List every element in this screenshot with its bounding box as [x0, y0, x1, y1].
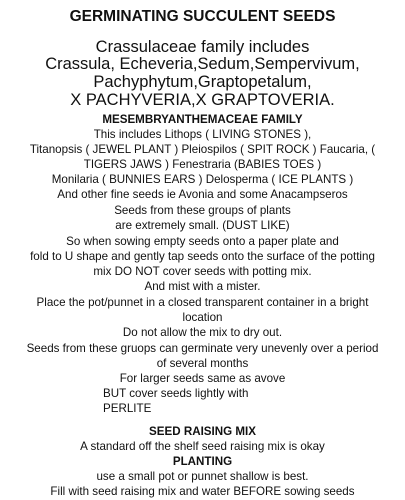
instruction-line: fold to U shape and gently tap seeds onto the surface of the potting [30, 250, 375, 263]
family-genera-line: Pachyphytum,Graptopetalum, [93, 73, 312, 91]
seed-raising-text: A standard off the shelf seed raising mix is okay [80, 440, 325, 453]
planting-line: use a small pot or punnet shallow is best. [96, 470, 309, 483]
instruction-line: Do not allow the mix to dry out. [122, 326, 283, 339]
instruction-line: mix DO NOT cover seeds with potting mix. [93, 265, 312, 278]
mesembryanthemaceae-heading: MESEMBRYANTHEMACEAE FAMILY [102, 113, 303, 126]
instruction-line: This includes Lithops ( LIVING STONES ), [93, 128, 312, 141]
instruction-line: And mist with a mister. [144, 280, 261, 293]
instruction-line: And other fine seeds ie Avonia and some Anacampseros [57, 188, 348, 201]
instruction-line: For larger seeds same as avove [119, 372, 286, 385]
instruction-line: Seeds from these gruops can germinate very unevenly over a period [26, 342, 379, 355]
instruction-line: So when sowing empty seeds onto a paper plate and [66, 235, 339, 248]
instruction-line: of several months [156, 357, 249, 370]
family-intro-line: Crassulaceae family includes [95, 38, 310, 56]
instruction-line: Seeds from these groups of plants [114, 204, 291, 217]
seed-raising-heading: SEED RAISING MIX [149, 425, 256, 438]
family-hybrids-line: X PACHYVERIA,X GRAPTOVERIA. [70, 91, 335, 109]
instruction-line: PERLITE [103, 402, 152, 415]
instruction-line: are extremely small. (DUST LIKE) [115, 219, 290, 232]
instruction-line: Titanopsis ( JEWEL PLANT ) Pleiospilos ( SPIT ROCK ) Faucaria, ( [29, 143, 376, 156]
instruction-line: Monilaria ( BUNNIES EARS ) Delosperma ( ICE PLANTS ) [51, 173, 354, 186]
instruction-line: Place the pot/punnet in a closed transparent container in a bright [36, 296, 369, 309]
family-genera-line: Crassula, Echeveria,Sedum,Sempervivum, [45, 55, 360, 73]
planting-line: Fill with seed raising mix and water BEFORE sowing seeds [50, 485, 355, 498]
instruction-line: location [182, 311, 223, 324]
planting-heading: PLANTING [172, 455, 233, 468]
instruction-line: BUT cover seeds lightly with [103, 387, 249, 400]
document-title: GERMINATING SUCCULENT SEEDS [69, 8, 336, 25]
instruction-line: TIGERS JAWS ) Fenestraria (BABIES TOES ) [83, 158, 322, 171]
